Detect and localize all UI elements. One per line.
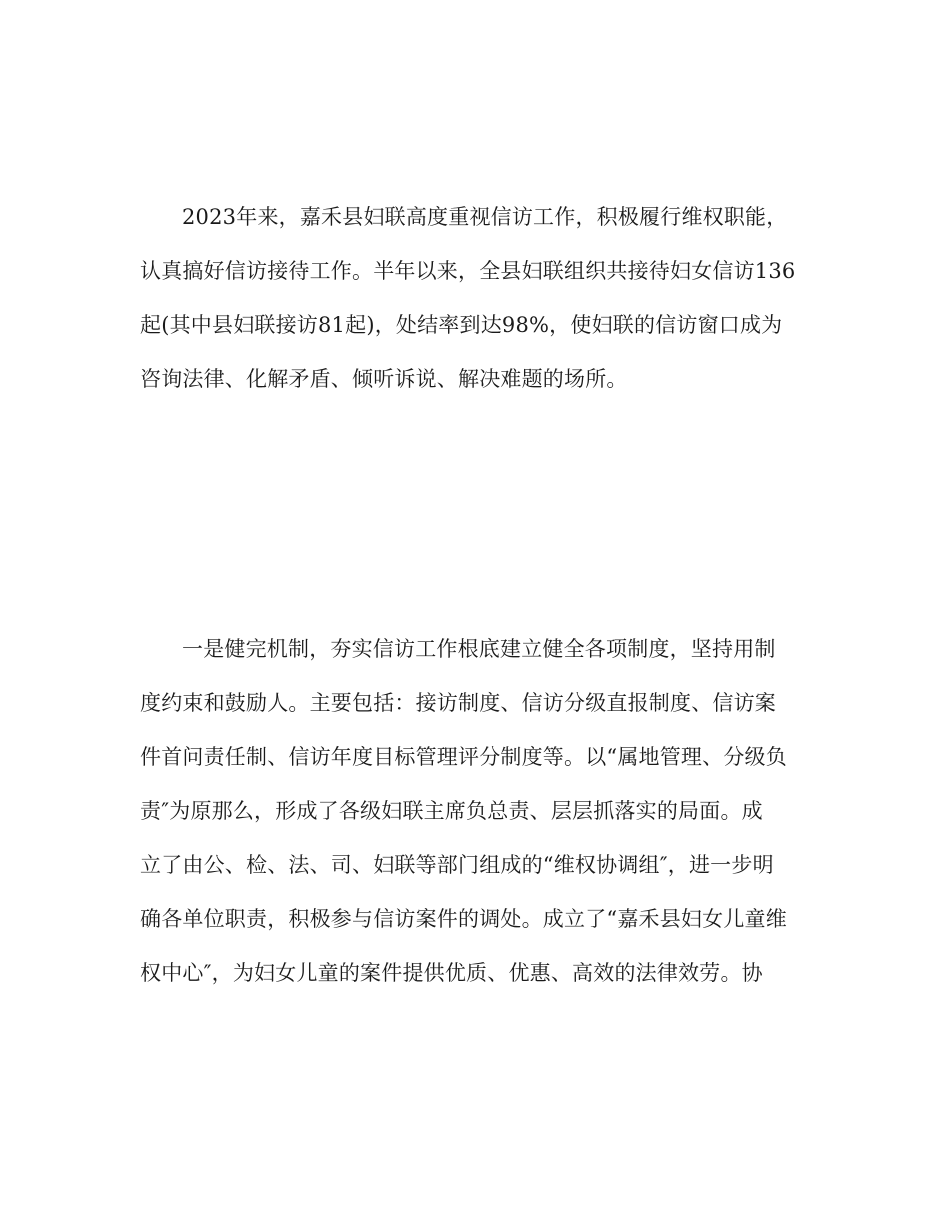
text-line: 权中心″，为妇女儿童的案件提供优质、优惠、高效的法律效劳。协 [140,961,763,985]
paragraph-mechanism [140,622,810,1000]
paragraph-petition-summary [140,190,810,406]
text-line: 件首问责任制、信访年度目标管理评分制度等。以“属地管理、分级负 [140,745,787,769]
text-line: 2023年来，嘉禾县妇联高度重视信访工作，积极履行维权职能， [182,205,788,229]
text-line: 度约束和鼓励人。主要包括：接访制度、信访分级直报制度、信访案 [140,691,776,715]
text-line: 确各单位职责，积极参与信访案件的调处。成立了“嘉禾县妇女儿童维 [140,907,787,931]
text-line: 咨询法律、化解矛盾、倾听诉说、解决难题的场所。 [140,367,628,391]
text-line: 责″为原那么，形成了各级妇联主席负总责、层层抓落实的局面。成 [140,799,763,823]
text-line: 认真搞好信访接待工作。半年以来，全县妇联组织共接待妇女信访136 [140,259,796,283]
text-line: 立了由公、检、法、司、妇联等部门组成的“维权协调组″，进一步明 [140,853,774,877]
text-line: 一是健完机制，夯实信访工作根底建立健全各项制度，坚持用制 [182,637,776,661]
text-line: 起(其中县妇联接访81起)，处结率到达98%，使妇联的信访窗口成为 [140,313,783,337]
